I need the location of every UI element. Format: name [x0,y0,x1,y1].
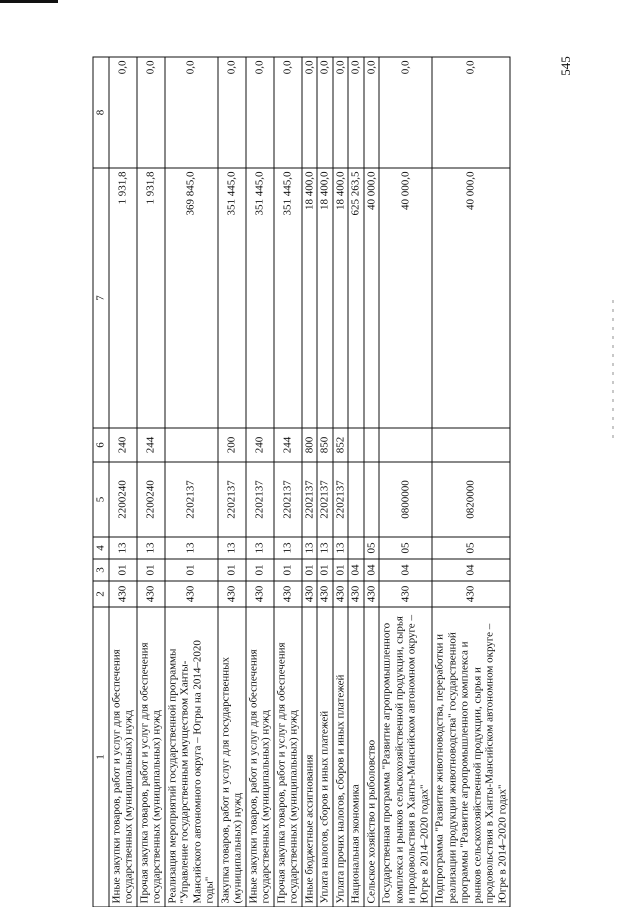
row-target-cell: 0800000 [379,462,432,537]
row-section-cell: 01 [317,559,333,581]
row-name-cell: Национальная экономика [348,607,364,907]
row-amount-cell: 625 263,5 [348,168,364,428]
row-amount2-cell: 0,0 [333,57,349,168]
row-code-cell: 430 [302,581,318,607]
row-section-cell: 01 [218,559,246,581]
row-code-cell: 430 [317,581,333,607]
row-code-cell: 430 [432,581,510,607]
column-number-header [93,57,109,907]
row-target-cell: 2202137 [274,462,302,537]
row-expense-type-cell [379,428,432,462]
row-target-cell: 2202137 [218,462,246,537]
row-amount-cell: 1 931,8 [109,168,137,428]
budget-table [93,56,511,907]
row-name-cell: Закупка товаров, работ и услуг для государственных (муниципальных) нужд [218,607,246,907]
column-header: 3 [93,559,109,581]
table-row [364,57,380,907]
row-section-cell: 01 [246,559,274,581]
row-amount-cell: 40 000,0 [364,168,380,428]
row-subsection-cell: 05 [379,537,432,559]
table-row [165,57,218,907]
row-expense-type-cell: 800 [302,428,318,462]
table-row [302,57,318,907]
row-name-cell: Прочая закупка товаров, работ и услуг для обеспечения государственных (муниципальных) нужд [274,607,302,907]
row-subsection-cell: 13 [302,537,318,559]
row-code-cell: 430 [137,581,165,607]
row-section-cell: 01 [165,559,218,581]
row-target-cell: 2202137 [302,462,318,537]
row-code-cell: 430 [109,581,137,607]
row-section-cell: 01 [137,559,165,581]
row-amount2-cell: 0,0 [109,57,137,168]
row-target-cell: 2202137 [165,462,218,537]
row-amount2-cell: 0,0 [379,57,432,168]
row-subsection-cell: 13 [218,537,246,559]
row-section-cell: 01 [274,559,302,581]
row-code-cell: 430 [218,581,246,607]
table-row [348,57,364,907]
rotated-table-wrapper [93,57,538,907]
column-header: 5 [93,462,109,537]
scan-edge-mark [612,300,614,440]
row-name-cell: Прочая закупка товаров, работ и услуг для обеспечения государственных (муниципальных) нужд [137,607,165,907]
row-name-cell: Иные закупки товаров, работ и услуг для обеспечения государственных (муниципальных) нужд [246,607,274,907]
row-target-cell: 2200240 [137,462,165,537]
row-amount-cell: 1 931,8 [137,168,165,428]
row-target-cell: 2202137 [317,462,333,537]
row-amount-cell: 18 400,0 [302,168,318,428]
row-amount-cell: 369 845,0 [165,168,218,428]
row-amount2-cell: 0,0 [246,57,274,168]
row-amount-cell: 40 000,0 [379,168,432,428]
row-subsection-cell: 05 [432,537,510,559]
table-row [274,57,302,907]
table-row [218,57,246,907]
table-row [109,57,137,907]
row-name-cell: Подпрограмма "Развитие животноводства, переработки и реализации продукции животноводства" государственной программы "Развитие агропромышленного комплекса и рынков сельскохозяйственной продукции, сырья и продовольствия в Ханты-Мансийском автономном округе – Югре в 2014–2020 годах" [432,607,510,907]
column-header: 8 [93,57,109,168]
row-target-cell: 0820000 [432,462,510,537]
row-subsection-cell: 13 [137,537,165,559]
row-expense-type-cell: 200 [218,428,246,462]
column-header: 7 [93,168,109,428]
row-target-cell [348,462,364,537]
table-row [246,57,274,907]
row-section-cell: 04 [432,559,510,581]
row-amount-cell: 18 400,0 [333,168,349,428]
row-target-cell [364,462,380,537]
row-name-cell: Государственная программа "Развитие агропромышленного комплекса и рынков сельскохозяйственной продукции, сырья и продовольствия в Ханты-Мансийском автономном округе – Югре в 2014–2020 годах" [379,607,432,907]
column-header: 6 [93,428,109,462]
column-header: 1 [93,607,109,907]
row-expense-type-cell [364,428,380,462]
column-header: 4 [93,537,109,559]
row-subsection-cell: 13 [165,537,218,559]
row-subsection-cell: 13 [274,537,302,559]
row-subsection-cell: 13 [109,537,137,559]
row-name-cell: Иные закупки товаров, работ и услуг для обеспечения государственных (муниципальных) нужд [109,607,137,907]
table-row [317,57,333,907]
row-code-cell: 430 [274,581,302,607]
row-code-cell: 430 [364,581,380,607]
row-target-cell: 2202137 [333,462,349,537]
row-code-cell: 430 [165,581,218,607]
row-expense-type-cell: 240 [109,428,137,462]
row-subsection-cell: 13 [246,537,274,559]
row-subsection-cell: 13 [317,537,333,559]
row-section-cell: 04 [348,559,364,581]
row-expense-type-cell [348,428,364,462]
row-amount2-cell: 0,0 [302,57,318,168]
page-number: 545 [557,56,573,76]
row-amount2-cell: 0,0 [432,57,510,168]
row-amount2-cell: 0,0 [364,57,380,168]
row-subsection-cell: 13 [333,537,349,559]
row-amount-cell: 351 445,0 [218,168,246,428]
row-target-cell: 2200240 [109,462,137,537]
row-code-cell: 430 [246,581,274,607]
top-rule [0,0,58,3]
row-code-cell: 430 [379,581,432,607]
table-row [379,57,432,907]
row-expense-type-cell [432,428,510,462]
row-expense-type-cell [165,428,218,462]
row-amount-cell: 351 445,0 [274,168,302,428]
row-code-cell: 430 [333,581,349,607]
row-name-cell: Сельское хозяйство и рыболовство [364,607,380,907]
row-amount-cell: 40 000,0 [432,168,510,428]
row-amount2-cell: 0,0 [317,57,333,168]
row-name-cell: Уплата прочих налогов, сборов и иных платежей [333,607,349,907]
column-header: 2 [93,581,109,607]
row-amount2-cell: 0,0 [137,57,165,168]
row-amount2-cell: 0,0 [274,57,302,168]
row-amount2-cell: 0,0 [165,57,218,168]
row-expense-type-cell: 244 [274,428,302,462]
row-subsection-cell [348,537,364,559]
row-section-cell: 01 [333,559,349,581]
row-name-cell: Реализация мероприятий государственной программы "Управление государственным имуществом Ханты-Мансийского автономного округа – Югры на 2014–2020 годы" [165,607,218,907]
row-section-cell: 01 [302,559,318,581]
table-row [333,57,349,907]
row-code-cell: 430 [348,581,364,607]
row-name-cell: Уплата налогов, сборов и иных платежей [317,607,333,907]
row-expense-type-cell: 850 [317,428,333,462]
row-section-cell: 04 [379,559,432,581]
row-section-cell: 01 [109,559,137,581]
row-expense-type-cell: 244 [137,428,165,462]
row-target-cell: 2202137 [246,462,274,537]
row-expense-type-cell: 852 [333,428,349,462]
row-amount2-cell: 0,0 [218,57,246,168]
table-row [137,57,165,907]
row-section-cell: 04 [364,559,380,581]
row-amount-cell: 351 445,0 [246,168,274,428]
row-amount2-cell: 0,0 [348,57,364,168]
row-subsection-cell: 05 [364,537,380,559]
row-name-cell: Иные бюджетные ассигнования [302,607,318,907]
row-amount-cell: 18 400,0 [317,168,333,428]
row-expense-type-cell: 240 [246,428,274,462]
table-row [432,57,510,907]
